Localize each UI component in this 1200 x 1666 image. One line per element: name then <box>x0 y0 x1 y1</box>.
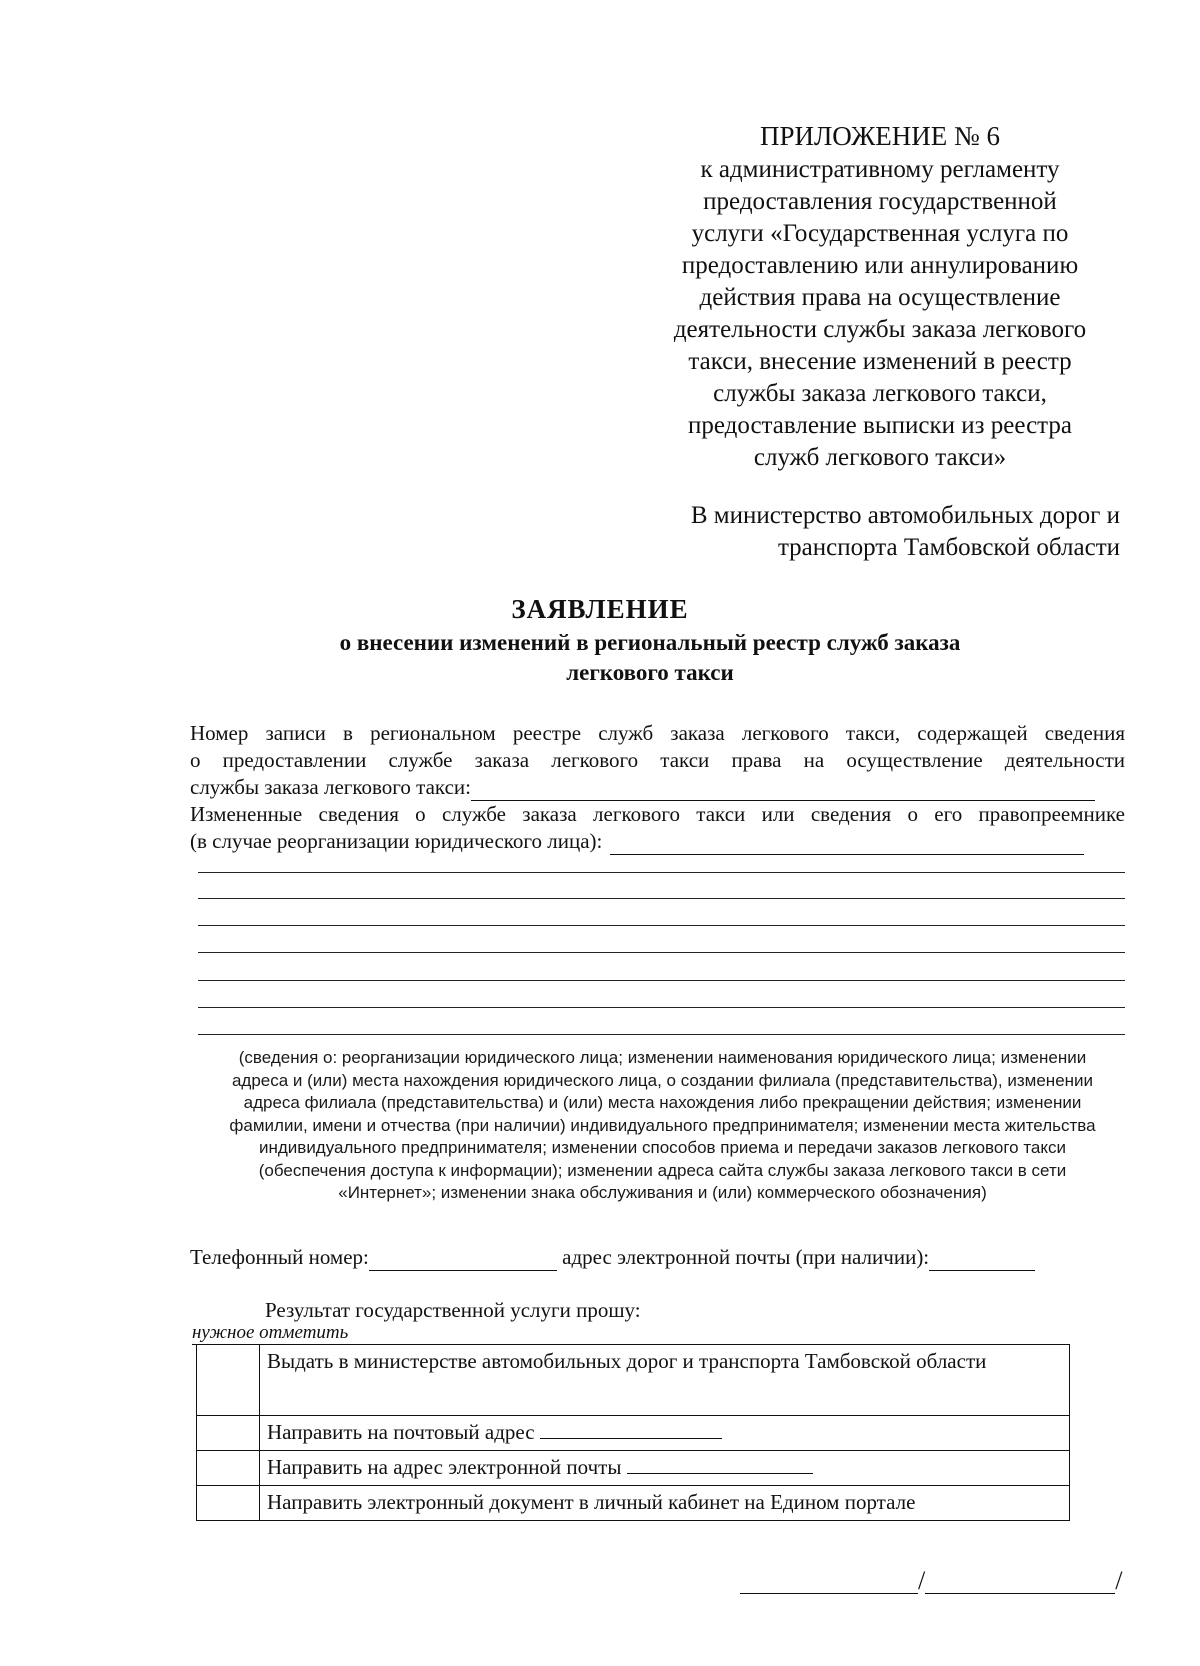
appendix-line: предоставления государственной <box>703 188 1057 215</box>
note-line: адреса и (или) места нахождения юридического лица, о создании филиала (представительства), изменении <box>231 1070 1094 1090</box>
note-line: адреса филиала (представительства) и (или) места нахождения либо прекращении действия; изменении <box>243 1093 1082 1112</box>
note-line: индивидуального предпринимателя; изменении способов приема и передачи заказов легкового такси <box>258 1138 1067 1157</box>
phone-label: Телефонный номер: <box>190 1245 369 1269</box>
statement-title: ЗАЯВЛЕНИЕ <box>511 594 689 624</box>
note-line: «Интернет»; изменении знака обслуживания и (или) коммерческого обозначения) <box>338 1183 987 1202</box>
changes-field[interactable] <box>610 834 1084 855</box>
changes-blank-line[interactable] <box>198 925 1125 926</box>
appendix-line: предоставление выписки из реестра <box>687 412 1073 439</box>
changes-note <box>195 1047 1130 1205</box>
email-address-field[interactable] <box>627 1454 813 1474</box>
option-checkbox-post[interactable] <box>197 1416 260 1451</box>
note-line: фамилии, имени и отчества (при наличии) индивидуального предпринимателя; изменении места жительства <box>229 1115 1096 1135</box>
email-label: адрес электронной почты (при наличии): <box>562 1245 930 1269</box>
appendix-line: действия права на осуществление <box>699 284 1061 311</box>
statement-subtitle <box>180 628 1120 688</box>
signature-separator: / <box>918 1566 926 1595</box>
changes-blank-line[interactable] <box>198 872 1125 873</box>
option-checkbox-portal[interactable] <box>197 1486 260 1521</box>
request-label: Результат государственной услуги прошу: <box>265 1298 641 1322</box>
note-line: (сведения о: реорганизации юридического лица; изменении наименования юридического лица; изменении <box>238 1048 1087 1067</box>
changes-blank-line[interactable] <box>198 898 1125 899</box>
recipient-block <box>560 500 1120 564</box>
appendix-line: деятельности службы заказа легкового <box>673 316 1087 343</box>
signature-field[interactable] <box>740 1571 918 1594</box>
changes-line-2-row <box>190 828 1125 855</box>
record-line-2: о предоставлении службе заказа легкового такси права на осуществление деятельности <box>190 748 1125 772</box>
record-line-3: службы заказа легкового такси: <box>190 775 471 799</box>
appendix-line: услуги «Государственная услуга по <box>691 220 1069 247</box>
option-checkbox-email[interactable] <box>197 1451 260 1486</box>
option-label-email: Направить на адрес электронной почты <box>267 1455 622 1479</box>
option-label-email-cell <box>260 1451 1070 1486</box>
changes-line-2: (в случае реорганизации юридического лица): <box>190 829 603 853</box>
contacts-row <box>190 1243 1125 1271</box>
option-row <box>197 1486 1070 1521</box>
appendix-header <box>640 118 1120 474</box>
recipient-line-1: В министерство автомобильных дорог и <box>690 502 1120 529</box>
delivery-options-table <box>196 1344 1070 1521</box>
signature-block <box>740 1568 1122 1594</box>
postal-address-field[interactable] <box>540 1419 722 1439</box>
record-number-field[interactable] <box>471 780 1095 801</box>
signature-name-field[interactable] <box>925 1571 1115 1594</box>
option-label-portal: Направить электронный документ в личный кабинет на Едином портале <box>260 1486 1070 1521</box>
appendix-line: к административному регламенту <box>700 156 1060 183</box>
phone-field[interactable] <box>369 1250 557 1271</box>
option-label-issue: Выдать в министерстве автомобильных дорог и транспорта Тамбовской области <box>260 1345 1070 1416</box>
note-line: (обеспечения доступа к информации); изменении адреса сайта службы заказа легкового такси в сети <box>258 1160 1067 1180</box>
option-label-post: Направить на почтовый адрес <box>267 1420 535 1444</box>
option-row <box>197 1416 1070 1451</box>
changes-line-1: Измененные сведения о службе заказа легкового такси или сведения о его правопреемнике <box>190 802 1125 826</box>
option-checkbox-issue[interactable] <box>197 1345 260 1416</box>
appendix-line: предоставлению или аннулированию <box>681 252 1079 279</box>
changes-blank-line[interactable] <box>198 1007 1125 1008</box>
request-hint: нужное отметить <box>192 1322 349 1343</box>
appendix-title: ПРИЛОЖЕНИЕ № 6 <box>759 121 1001 151</box>
appendix-line: служб легкового такси» <box>753 444 1007 471</box>
appendix-line: такси, внесение изменений в реестр <box>688 348 1072 375</box>
changes-blank-line[interactable] <box>198 1034 1125 1035</box>
changes-blank-line[interactable] <box>198 980 1125 981</box>
record-line-3-row <box>190 774 1125 801</box>
record-line-1: Номер записи в региональном реестре служб заказа легкового такси, содержащей сведения <box>190 721 1125 745</box>
record-number-paragraph <box>190 720 1125 855</box>
email-field[interactable] <box>929 1250 1035 1271</box>
appendix-line: службы заказа легкового такси, <box>713 380 1047 407</box>
option-row <box>197 1451 1070 1486</box>
statement-subtitle-line-1: о внесении изменений в региональный реестр служб заказа <box>339 630 961 655</box>
statement-subtitle-line-2: легкового такси <box>566 660 734 685</box>
changes-blank-line[interactable] <box>198 952 1125 953</box>
recipient-line-2: транспорта Тамбовской области <box>777 534 1120 561</box>
option-label-post-cell <box>260 1416 1070 1451</box>
signature-separator: / <box>1115 1566 1123 1595</box>
option-row <box>197 1345 1070 1416</box>
